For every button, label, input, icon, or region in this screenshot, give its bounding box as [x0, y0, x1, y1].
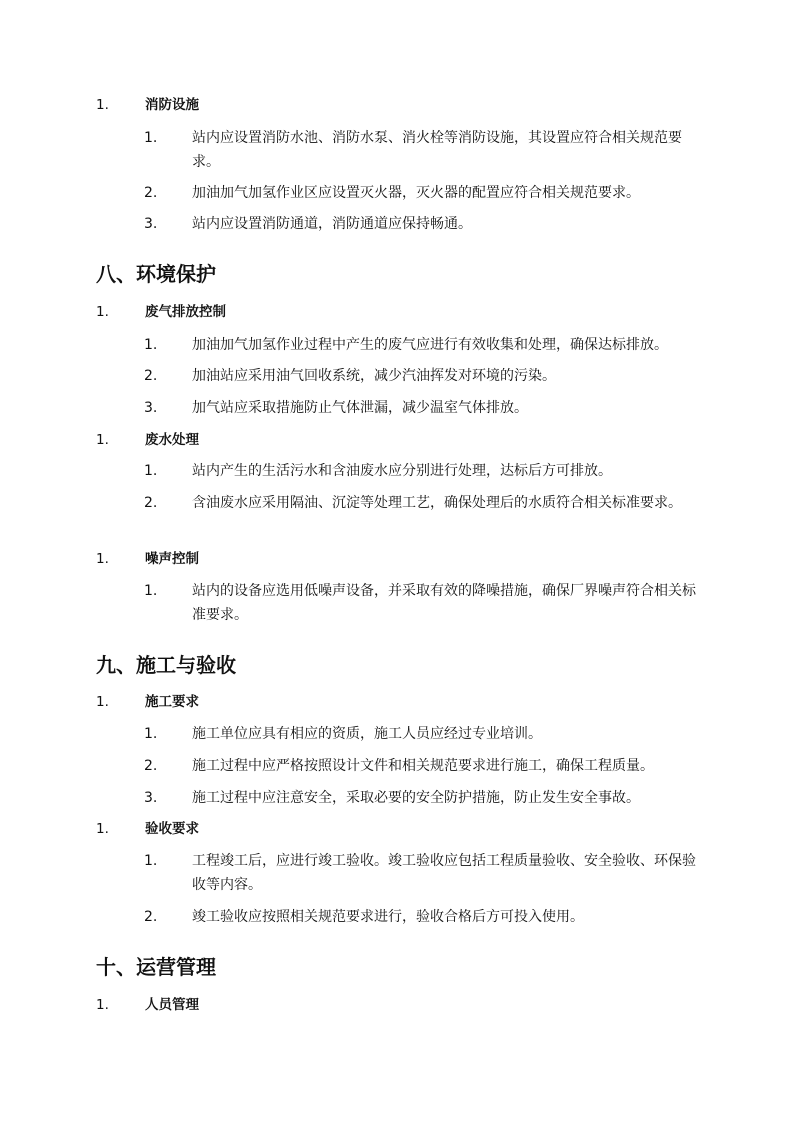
list-item [144, 754, 714, 778]
list-item-number: 1. [144, 130, 158, 146]
list-item-number: 3. [144, 216, 158, 232]
list-item-number: 3. [144, 400, 158, 416]
subsection-number: 1. [96, 997, 109, 1013]
list-item-number: 2. [144, 185, 158, 201]
list-item-number: 3. [144, 790, 158, 806]
list-item-text: 施工过程中应严格按照设计文件和相关规范要求进行施工，确保工程质量。 [192, 758, 654, 774]
subsection-title: 废气排放控制 [145, 304, 226, 320]
list-item [144, 364, 714, 388]
list-item-number: 1. [144, 337, 158, 353]
subsection-title: 人员管理 [145, 997, 199, 1013]
list-item-number: 1. [144, 583, 158, 599]
subsection-number: 1. [96, 97, 109, 113]
list-item-number: 1. [144, 853, 158, 869]
section-heading: 十、运营管理 [96, 955, 216, 979]
list-item-text: 工程竣工后，应进行竣工验收。竣工验收应包括工程质量验收、安全验收、环保验收等内容。 [192, 853, 696, 893]
subsection-number: 1. [96, 551, 109, 567]
list-item-number: 2. [144, 368, 158, 384]
list-item [144, 722, 714, 746]
list-item-text: 施工过程中应注意安全，采取必要的安全防护措施，防止发生安全事故。 [192, 790, 640, 806]
list-item-text: 加油加气加氢作业过程中产生的废气应进行有效收集和处理，确保达标排放。 [192, 337, 668, 353]
list-item-text: 加油站应采用油气回收系统，减少汽油挥发对环境的污染。 [192, 368, 556, 384]
list-item-text: 站内应设置消防水池、消防水泵、消火栓等消防设施，其设置应符合相关规范要求。 [192, 130, 682, 170]
list-item [144, 333, 714, 357]
list-item-number: 2. [144, 909, 158, 925]
list-item [144, 396, 714, 420]
subsection-title: 噪声控制 [145, 551, 199, 567]
list-item-text: 竣工验收应按照相关规范要求进行，验收合格后方可投入使用。 [192, 909, 584, 925]
list-item-text: 站内产生的生活污水和含油废水应分别进行处理，达标后方可排放。 [192, 463, 612, 479]
subsection-number: 1. [96, 304, 109, 320]
list-item-text: 施工单位应具有相应的资质，施工人员应经过专业培训。 [192, 726, 542, 742]
list-item-number: 2. [144, 758, 158, 774]
list-item-text: 加气站应采取措施防止气体泄漏，减少温室气体排放。 [192, 400, 528, 416]
list-item [144, 181, 714, 205]
section-heading: 九、施工与验收 [96, 653, 236, 677]
list-item-text: 含油废水应采用隔油、沉淀等处理工艺，确保处理后的水质符合相关标准要求。 [192, 495, 682, 511]
list-item-text: 站内应设置消防通道，消防通道应保持畅通。 [192, 216, 472, 232]
list-item [144, 849, 714, 897]
subsection-title: 废水处理 [145, 432, 199, 448]
subsection-title: 消防设施 [145, 97, 199, 113]
subsection-number: 1. [96, 821, 109, 837]
list-item [144, 212, 714, 236]
list-item [144, 491, 714, 515]
list-item-number: 2. [144, 495, 158, 511]
subsection-number: 1. [96, 694, 109, 710]
list-item-number: 1. [144, 726, 158, 742]
list-item [144, 786, 714, 810]
list-item [144, 905, 714, 929]
list-item [144, 126, 714, 174]
list-item-number: 1. [144, 463, 158, 479]
subsection-number: 1. [96, 432, 109, 448]
list-item-text: 加油加气加氢作业区应设置灭火器，灭火器的配置应符合相关规范要求。 [192, 185, 640, 201]
list-item [144, 459, 714, 483]
list-item [144, 579, 714, 627]
subsection-title: 施工要求 [145, 694, 199, 710]
subsection-title: 验收要求 [145, 821, 199, 837]
section-heading: 八、环境保护 [96, 262, 216, 286]
list-item-text: 站内的设备应选用低噪声设备，并采取有效的降噪措施，确保厂界噪声符合相关标准要求。 [192, 583, 696, 623]
